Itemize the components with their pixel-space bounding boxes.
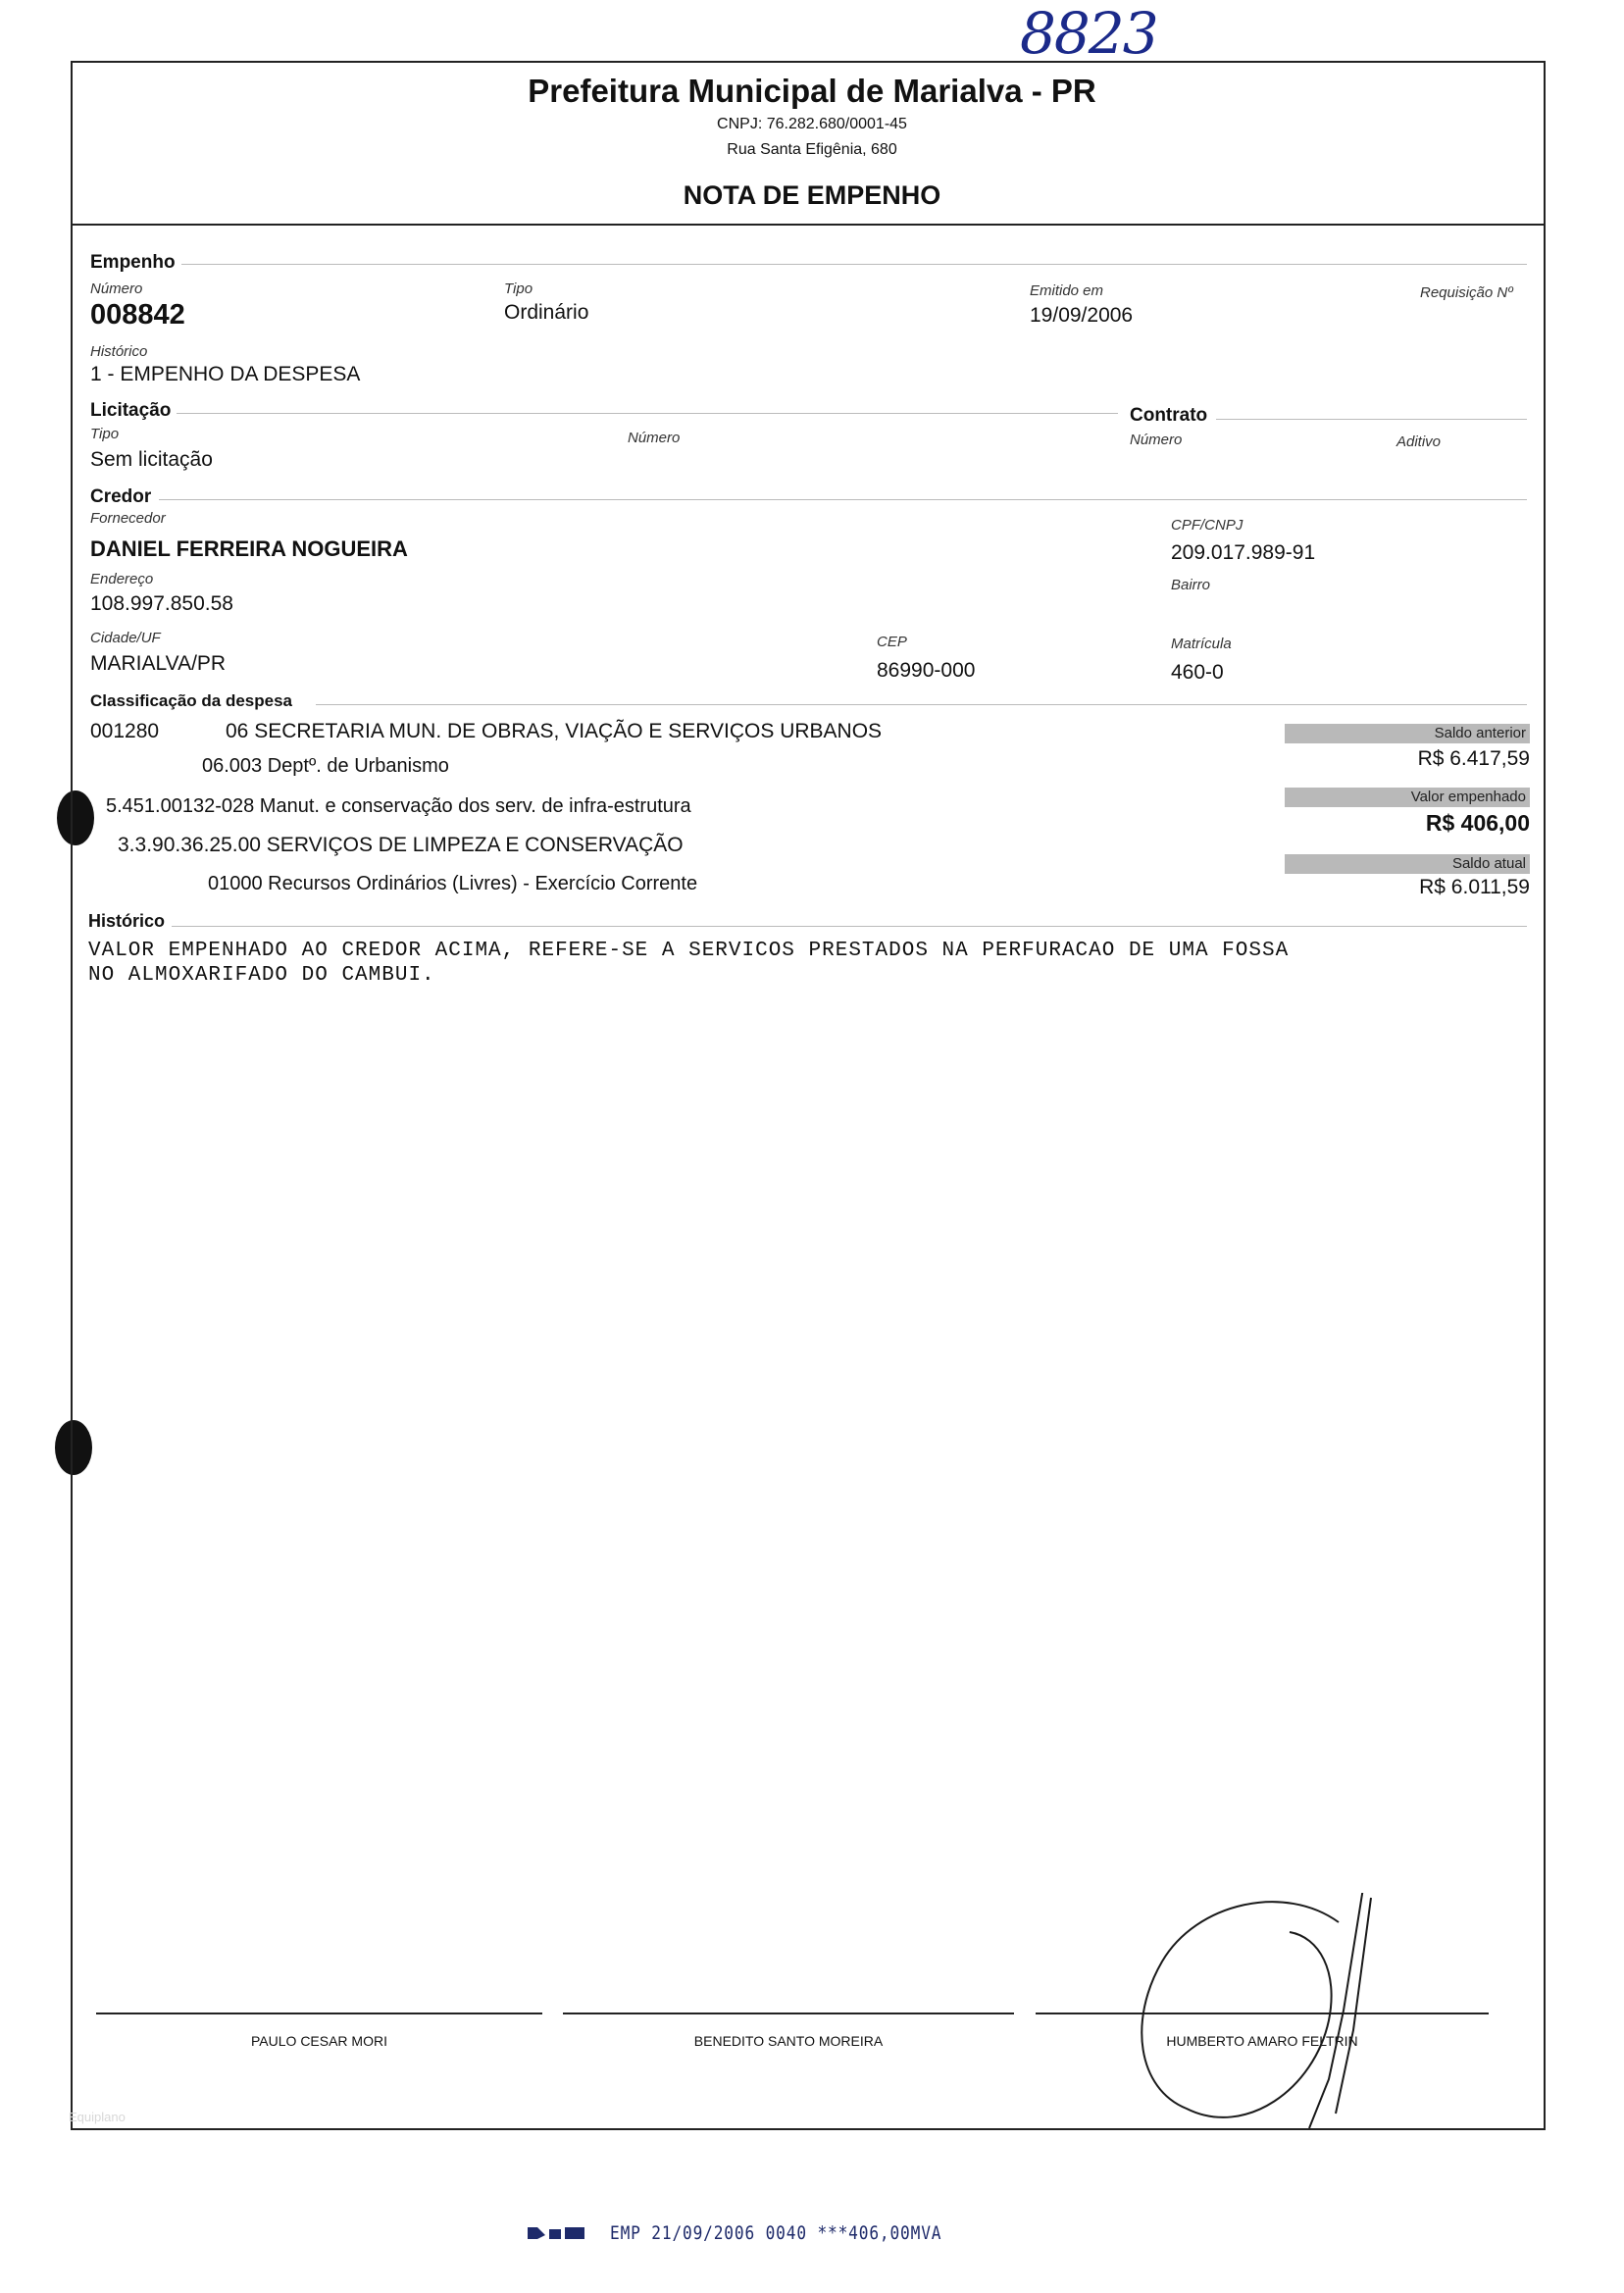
label-cidade: Cidade/UF — [90, 630, 161, 646]
empenho-tipo: Ordinário — [504, 301, 589, 324]
empenho-emitido: 19/09/2006 — [1030, 304, 1134, 327]
header-address: Rua Santa Efigênia, 680 — [727, 141, 897, 158]
label-emitido: Emitido em — [1030, 282, 1104, 299]
label-licitacao-tipo: Tipo — [90, 426, 120, 442]
section-contrato: Contrato — [1130, 405, 1208, 426]
divider — [1216, 419, 1527, 420]
label-tipo: Tipo — [504, 280, 533, 297]
label-bairro: Bairro — [1171, 577, 1211, 593]
credor-cep: 86990-000 — [877, 659, 976, 682]
historico-line-1: VALOR EMPENHADO AO CREDOR ACIMA, REFERE-SE A SERVICOS PRESTADOS NA PERFURACAO DE UMA FOSSA — [88, 940, 1290, 962]
credor-cpf: 209.017.989-91 — [1171, 541, 1316, 564]
label-contrato-numero: Número — [1130, 432, 1183, 448]
divider — [316, 704, 1527, 705]
section-classificacao: Classificação da despesa — [90, 691, 293, 710]
header-divider — [71, 224, 1546, 226]
signatory-1: PAULO CESAR MORI — [251, 2033, 387, 2049]
credor-endereco: 108.997.850.58 — [90, 592, 233, 615]
divider — [181, 264, 1527, 265]
label-matricula: Matrícula — [1171, 636, 1232, 652]
label-cep: CEP — [877, 634, 907, 650]
saldo-anterior: R$ 6.417,59 — [1417, 747, 1530, 770]
divider — [159, 499, 1527, 500]
signatory-3: HUMBERTO AMARO FELTRIN — [1166, 2033, 1358, 2049]
saldo-atual: R$ 6.011,59 — [1419, 876, 1530, 898]
page-title: Prefeitura Municipal de Marialva - PR — [528, 73, 1096, 109]
classificacao-secretaria: 06 SECRETARIA MUN. DE OBRAS, VIAÇÃO E SERVIÇOS URBANOS — [226, 720, 883, 742]
label-fornecedor: Fornecedor — [90, 510, 166, 527]
barcode-mark — [528, 2225, 586, 2241]
label-licitacao-numero: Número — [628, 430, 681, 446]
label-historico-empenho: Histórico — [90, 343, 148, 360]
document-title: NOTA DE EMPENHO — [683, 180, 941, 210]
section-empenho: Empenho — [90, 252, 176, 273]
mechanical-stamp: EMP 21/09/2006 0040 ***406,00MVA — [610, 2222, 942, 2244]
empenho-historico: 1 - EMPENHO DA DESPESA — [90, 363, 361, 385]
section-credor: Credor — [90, 486, 152, 507]
credor-fornecedor: DANIEL FERREIRA NOGUEIRA — [90, 536, 408, 561]
classificacao-code: 001280 — [90, 720, 160, 742]
signature-line-2 — [563, 2013, 1014, 2014]
label-cpf: CPF/CNPJ — [1171, 517, 1243, 534]
label-endereco: Endereço — [90, 571, 154, 587]
classificacao-elemento: 3.3.90.36.25.00 SERVIÇOS DE LIMPEZA E CONSERVAÇÃO — [118, 834, 684, 856]
valor-empenhado-label: Valor empenhado — [1285, 788, 1530, 807]
divider — [177, 413, 1118, 414]
historico-line-2: NO ALMOXARIFADO DO CAMBUI. — [88, 964, 435, 987]
licitacao-tipo: Sem licitação — [90, 448, 213, 471]
section-licitacao: Licitação — [90, 400, 172, 421]
saldo-atual-label: Saldo atual — [1285, 854, 1530, 874]
classificacao-departamento: 06.003 Deptº. de Urbanismo — [202, 755, 449, 777]
header-cnpj: CNPJ: 76.282.680/0001-45 — [717, 116, 907, 132]
empenho-numero: 008842 — [90, 299, 185, 331]
signature-line-1 — [96, 2013, 542, 2014]
credor-cidade: MARIALVA/PR — [90, 652, 227, 675]
classificacao-recurso: 01000 Recursos Ordinários (Livres) - Exercício Corrente — [208, 873, 698, 894]
valor-empenhado: R$ 406,00 — [1425, 810, 1530, 836]
classificacao-acao: 5.451.00132-028 Manut. e conservação dos serv. de infra-estrutura — [106, 795, 691, 817]
handwritten-signature — [1118, 1893, 1393, 2148]
section-historico: Histórico — [88, 911, 166, 931]
label-numero: Número — [90, 280, 143, 297]
credor-matricula: 460-0 — [1171, 661, 1224, 684]
divider — [172, 926, 1527, 927]
signatory-2: BENEDITO SANTO MOREIRA — [693, 2033, 884, 2049]
handwritten-number: 8823 — [1020, 0, 1157, 67]
software-watermark: Equiplano — [69, 2110, 126, 2124]
label-requisicao: Requisição Nº — [1420, 284, 1513, 301]
saldo-anterior-label: Saldo anterior — [1285, 724, 1530, 743]
label-contrato-aditivo: Aditivo — [1396, 433, 1442, 450]
